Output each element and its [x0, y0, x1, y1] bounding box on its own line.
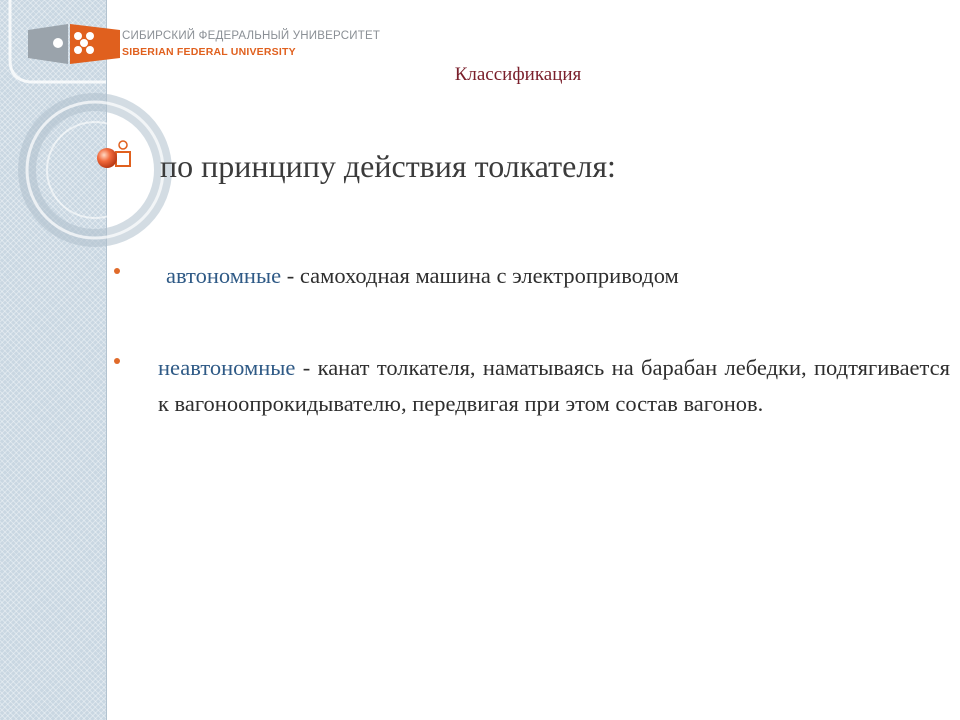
university-name-ru: СИБИРСКИЙ ФЕДЕРАЛЬНЫЙ УНИВЕРСИТЕТ: [122, 30, 381, 42]
list-item: [166, 258, 958, 294]
item-term: автономные: [166, 263, 282, 288]
university-name: [122, 28, 380, 60]
item-term: неавтономные: [158, 355, 296, 380]
orange-ball-checkbox-icon: [94, 138, 134, 178]
item-text: - канат толкателя, наматываясь на барабан лебедки, подтягивается к вагоноопрокидывателю, передвигая при этом состав вагонов.: [158, 355, 950, 416]
item-text: - самоходная машина с электроприводом: [281, 263, 679, 288]
university-name-en: SIBERIAN FEDERAL UNIVERSITY: [122, 46, 296, 58]
dot-icon: [114, 268, 120, 274]
section-heading: по принципу действия толкателя:: [160, 148, 616, 184]
university-logo: [28, 20, 120, 68]
dot-icon: [114, 358, 120, 364]
list-item: [158, 350, 950, 422]
slide-title: Классификация: [454, 64, 582, 85]
